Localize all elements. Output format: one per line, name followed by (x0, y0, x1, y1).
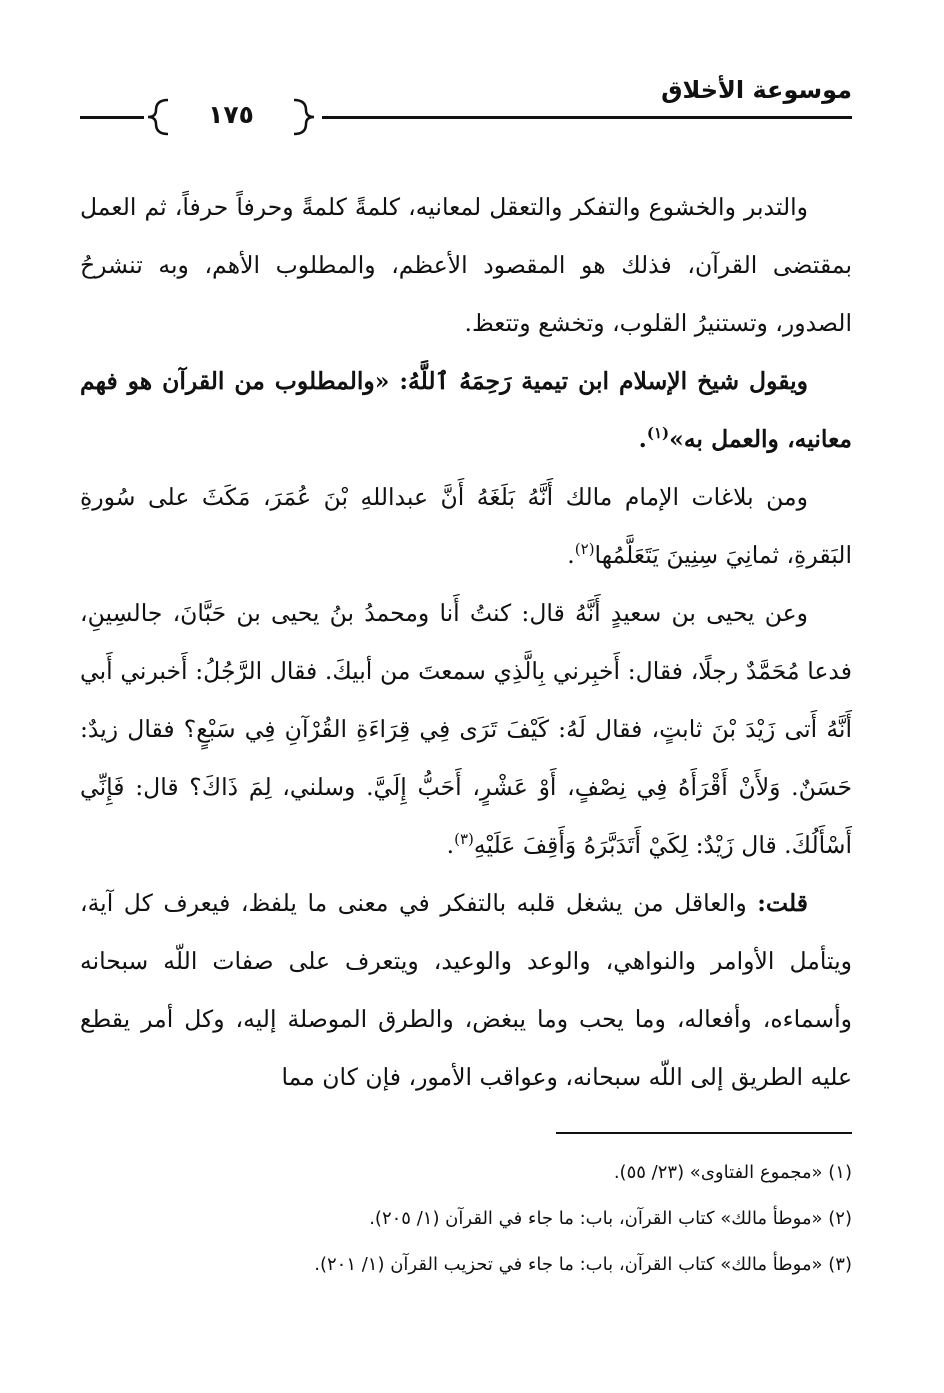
header-rule-left (80, 116, 144, 119)
main-text (80, 178, 852, 1106)
footnote-1: (١) «مجموع الفتاوى» (٢٣/ ٥٥). (613, 1162, 852, 1183)
footnote-3: (٣) «موطأ مالك» كتاب القرآن، باب: ما جاء في تحزيب القرآن (١/ ٢٠١). (314, 1254, 852, 1275)
header-rule-right (322, 116, 852, 119)
paragraph-1: والتدبر والخشوع والتفكر والتعقل لمعانيه، كلمةً كلمةً وحرفاً حرفاً، ثم العمل بمقتضى القرآن، فذلك هو المقصود الأعظم، والمطلوب الأهم، وبه تنشرحُ الصدور، وتستنيرُ القلوب، وتخشع وتتعظ. (80, 193, 852, 337)
paragraph-2-end: . (638, 425, 647, 453)
footnote-separator (556, 1132, 852, 1134)
paragraph-2-text: ويقول شيخ الإسلام ابن تيمية رَحِمَهُ ٱللَّهُ: «والمطلوب من القرآن هو فهم معانيه، والعمل به» (80, 367, 852, 453)
paragraph-3 (80, 468, 852, 584)
paragraph-4-text: وعن يحيى بن سعيدٍ أَنَّهُ قال: كنتُ أَنا ومحمدُ بنُ يحيى بن حَبَّانَ، جالسِينِ، فدعا مُحَمَّدٌ رجلًا، فقال: أَخبِرني بِالَّذِي سمعتَ من أبيكَ. فقال الرَّجُلُ: أَخبرني أَبي أَنَّهُ أَتى زَيْدَ بْنَ ثابتٍ، فقال لَهُ: كَيْفَ تَرَى فِي قِرَاءَةِ القُرْآنِ فِي سَبْعٍ؟ فقال زيدٌ: حَسَنٌ. وَلأَنْ أَقْرَأَهُ فِي نِصْفٍ، أَوْ عَشْرٍ، أَحَبُّ إِلَيَّ. وسلني، لِمَ ذَاكَ؟ قال: فَإِنِّي أَسْأَلُكَ. قال زَيْدٌ: لِكَيْ أَتَدَبَّرَهُ وَأَقِفَ عَلَيْهِ (80, 599, 852, 859)
book-title: موسوعة الأخلاق (661, 76, 852, 104)
paragraph-5 (80, 874, 852, 1106)
paragraph-3-text: ومن بلاغات الإمام مالك أَنَّهُ بَلَغَهُ أَنَّ عبداللهِ بْنَ عُمَرَ، مَكَثَ على سُورةِ البَقرةِ، ثمانِيَ سِنِينَ يَتَعَلَّمُها (80, 483, 852, 569)
paragraph-3-end: . (567, 541, 575, 569)
footnotes (92, 1150, 852, 1288)
paragraph-2 (80, 352, 852, 468)
page-number-ornament (146, 96, 316, 138)
paragraph-4 (80, 584, 852, 874)
paragraph-5-text: والعاقل من يشغل قلبه بالتفكر في معنى ما يلفظ، فيعرف كل آية، ويتأمل الأوامر والنواهي، والوعد والوعيد، ويتعرف على صفات اللّه سبحانه وأسماءه، وأفعاله، وما يحب وما يبغض، والطرق الموصلة إليه، وكل أمر يقطع عليه الطريق إلى اللّه سبحانه، وعواقب الأمور، فإن كان مما (80, 889, 852, 1091)
paragraph-4-end: . (446, 831, 455, 859)
page-number: ١٧٥ (208, 100, 254, 129)
page-header (80, 70, 852, 132)
footnote-ref-3: (٣) (454, 830, 474, 849)
footnote-2: (٢) «موطأ مالك» كتاب القرآن، باب: ما جاء في القرآن (١/ ٢٠٥). (369, 1208, 852, 1229)
footnote-ref-2: (٢) (574, 540, 595, 559)
footnote-ref-1: (١) (646, 424, 670, 443)
paragraph-5-lead: قلت: (757, 889, 808, 917)
